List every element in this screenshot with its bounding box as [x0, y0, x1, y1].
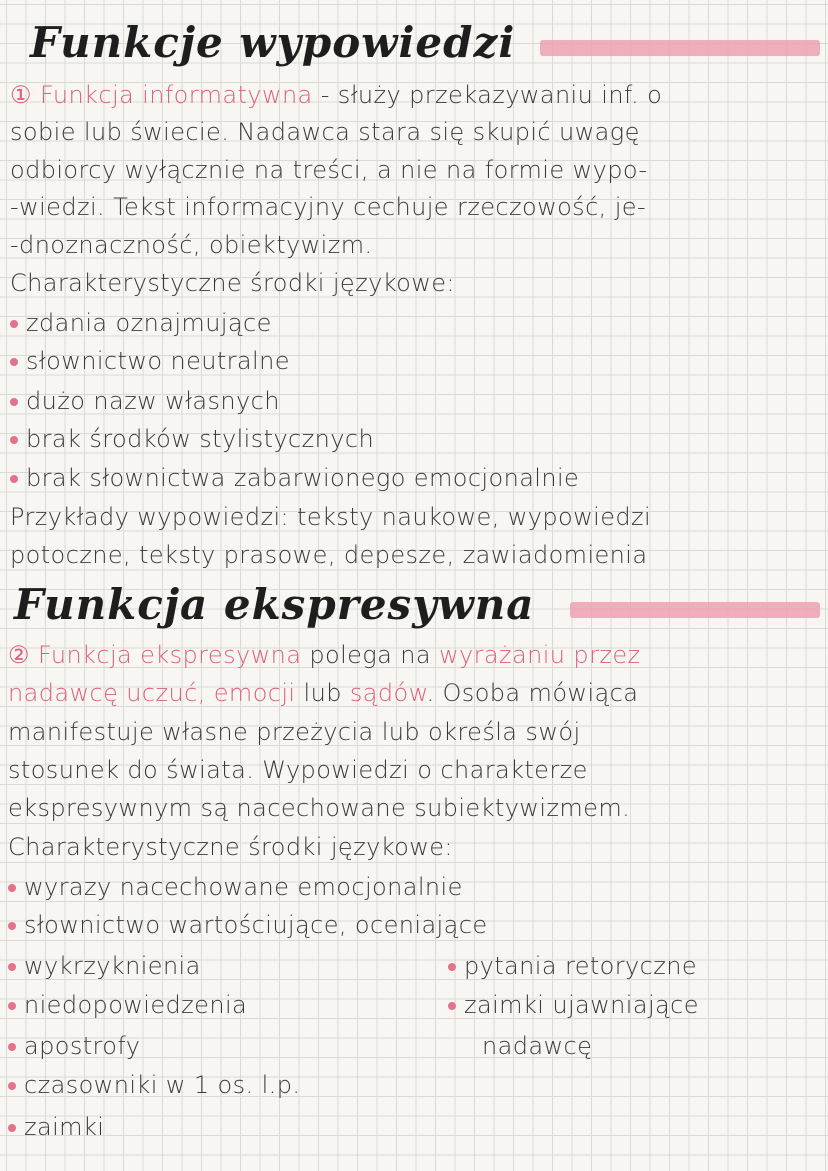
text-segment: . Osoba mówiąca: [426, 679, 639, 707]
bullet-icon: [8, 1124, 16, 1132]
bullet-item: [8, 1070, 300, 1100]
bullet-item: [10, 463, 579, 493]
bullet-icon: [10, 436, 18, 444]
text-line: [10, 192, 646, 222]
text-segment: sobie lub świecie. Nadawca stara się skupić uwagę: [10, 118, 640, 146]
section-title: Funkcje wypowiedzi: [30, 18, 516, 67]
highlighted-term: sądów: [349, 679, 427, 707]
text-segment: -dnoznaczność, obiektywizm.: [10, 231, 373, 259]
text-line: [8, 678, 638, 708]
text-segment: zdania oznajmujące: [26, 309, 272, 337]
text-segment: wykrzyknienia: [24, 952, 201, 980]
text-segment: brak słownictwa zabarwionego emocjonalnie: [26, 464, 580, 492]
bullet-item: [10, 424, 374, 454]
bullet-icon: [8, 1043, 16, 1051]
text-line: [8, 832, 453, 862]
bullet-icon: [448, 1002, 456, 1010]
bullet-item: [10, 346, 290, 376]
text-segment: Charakterystyczne środki językowe:: [8, 833, 453, 861]
text-segment: stosunek do świata. Wypowiedzi o charakterze: [8, 756, 588, 784]
text-segment: odbiorcy wyłącznie na treści, a nie na formie wypo-: [10, 156, 648, 184]
text-line: [10, 540, 647, 570]
title-highlight: [540, 40, 820, 56]
text-segment: niedopowiedzenia: [24, 991, 248, 1019]
text-segment: zaimki ujawniające: [464, 991, 699, 1019]
bullet-item: [8, 1031, 140, 1061]
text-segment: - służy przekazywaniu inf. o: [312, 81, 663, 109]
highlighted-term: ① Funkcja informatywna: [10, 81, 313, 109]
text-segment: -wiedzi. Tekst informacyjny cechuje rzeczowość, je-: [10, 193, 647, 221]
bullet-item: [8, 990, 247, 1020]
bullet-item: [8, 872, 463, 902]
text-segment: słownictwo wartościujące, oceniające: [24, 911, 488, 939]
bullet-icon: [8, 922, 16, 930]
text-line: [10, 117, 640, 147]
section-title: Funkcja ekspresywna: [14, 580, 535, 629]
bullet-icon: [10, 398, 18, 406]
bullet-icon: [10, 358, 18, 366]
text-segment: potoczne, teksty prasowe, depesze, zawiadomienia: [10, 541, 648, 569]
text-segment: manifestuje własne przeżycia lub określa swój: [8, 718, 581, 746]
text-segment: apostrofy: [24, 1032, 141, 1060]
text-line: [10, 230, 373, 260]
text-segment: ekspresywnym są nacechowane subiektywizmem.: [8, 794, 631, 822]
text-line: [482, 1031, 592, 1061]
bullet-icon: [10, 475, 18, 483]
text-segment: pytania retoryczne: [464, 952, 698, 980]
bullet-item: [8, 1112, 104, 1142]
bullet-item: [8, 951, 201, 981]
text-line: [8, 717, 581, 747]
text-line: [8, 793, 630, 823]
bullet-item: [448, 951, 697, 981]
text-segment: wyrazy nacechowane emocjonalnie: [24, 873, 463, 901]
text-segment: słownictwo neutralne: [26, 347, 290, 375]
text-line: [8, 640, 641, 670]
text-segment: brak środków stylistycznych: [26, 425, 375, 453]
text-segment: zaimki: [24, 1113, 105, 1141]
bullet-icon: [448, 963, 456, 971]
highlighted-term: ② Funkcja ekspresywna: [8, 641, 302, 669]
text-line: [10, 502, 651, 532]
text-segment: lub: [295, 679, 350, 707]
bullet-icon: [8, 884, 16, 892]
text-segment: Charakterystyczne środki językowe:: [10, 269, 455, 297]
text-segment: polega na: [301, 641, 439, 669]
bullet-icon: [8, 963, 16, 971]
text-line: [10, 155, 647, 185]
bullet-icon: [10, 320, 18, 328]
bullet-icon: [8, 1082, 16, 1090]
bullet-item: [8, 910, 488, 940]
bullet-icon: [8, 1002, 16, 1010]
text-segment: Przykłady wypowiedzi: teksty naukowe, wypowiedzi: [10, 503, 652, 531]
text-segment: nadawcę: [482, 1032, 593, 1060]
title-highlight: [570, 602, 820, 618]
bullet-item: [448, 990, 699, 1020]
text-line: [10, 80, 662, 110]
highlighted-term: nadawcę uczuć, emocji: [8, 679, 296, 707]
bullet-item: [10, 386, 280, 416]
bullet-item: [10, 308, 272, 338]
text-segment: czasowniki w 1 os. l.p.: [24, 1071, 301, 1099]
highlighted-term: wyrażaniu przez: [439, 641, 641, 669]
text-line: [8, 755, 588, 785]
text-segment: dużo nazw własnych: [26, 387, 280, 415]
text-line: [10, 268, 455, 298]
